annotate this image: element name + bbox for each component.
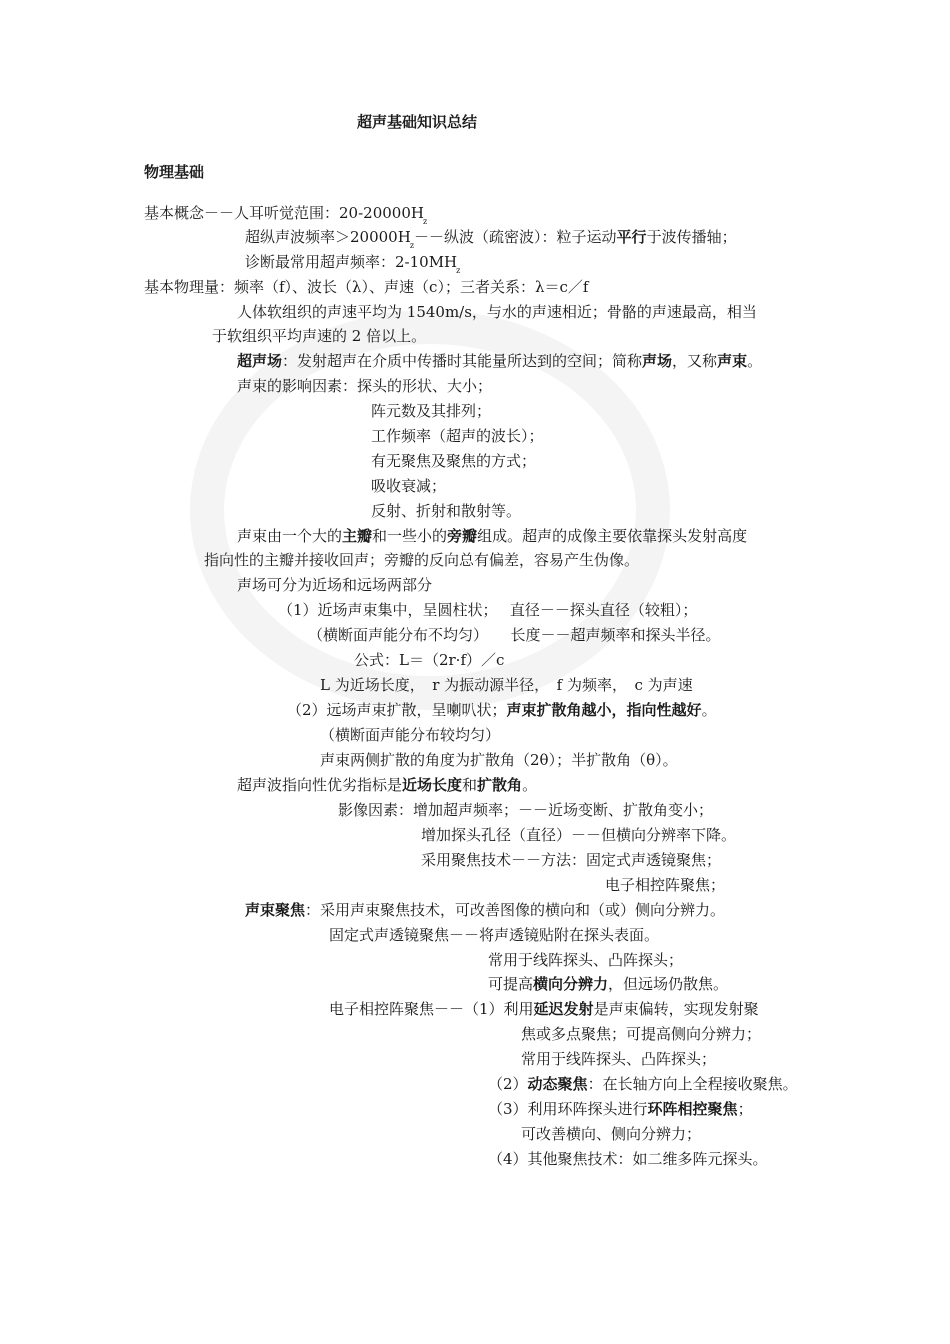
text-line: （3）利用环阵探头进行环阵相控聚焦； bbox=[488, 1100, 753, 1118]
text-line: 可提高横向分辨力，但远场仍散焦。 bbox=[488, 975, 729, 993]
text-line: （2）远场声束扩散，呈喇叭状；声束扩散角越小，指向性越好。 bbox=[287, 701, 717, 719]
text-line: （2）动态聚焦：在长轴方向上全程接收聚焦。 bbox=[488, 1075, 798, 1093]
text-line: 电子相控阵聚焦； bbox=[605, 876, 726, 894]
text-line: 人体软组织的声速平均为 1540m/s，与水的声速相近；骨骼的声速最高，相当 bbox=[237, 303, 757, 321]
text-line: 电子相控阵聚焦－－（1）利用延迟发射是声束偏转，实现发射聚 bbox=[329, 1000, 759, 1018]
text-line: 声束聚焦：采用声束聚焦技术，可改善图像的横向和（或）侧向分辨力。 bbox=[245, 901, 726, 919]
text-line: 超纵声波频率$>20000H_z--$纵波（疏密波）：粒子运动平行于波传播轴； bbox=[245, 228, 737, 250]
text-line: 影像因素：增加超声频率；－－近场变断、扩散角变小； bbox=[338, 801, 714, 819]
text-line: 超声场：发射超声在介质中传播时其能量所达到的空间；简称声场，又称声束。 bbox=[237, 352, 763, 370]
text-line: 常用于线阵探头、凸阵探头； bbox=[521, 1050, 717, 1068]
text-line: 基本概念－－人耳听觉范围：$20-20000H_z$ bbox=[144, 204, 428, 226]
section-heading: 物理基础 bbox=[144, 163, 205, 181]
text-line: 指向性的主瓣并接收回声；旁瓣的反向总有偏差，容易产生伪像。 bbox=[204, 551, 640, 569]
text-line: 超声波指向性优劣指标是近场长度和扩散角。 bbox=[237, 776, 538, 794]
text-line: 增加探头孔径（直径）－－但横向分辨率下降。 bbox=[421, 826, 737, 844]
text-line: 声场可分为近场和远场两部分 bbox=[237, 576, 433, 594]
text-line: 有无聚焦及聚焦的方式； bbox=[371, 452, 537, 470]
text-line: 诊断最常用超声频率：$2-10MH_z$ bbox=[245, 253, 461, 275]
text-line: 阵元数及其排列； bbox=[371, 402, 492, 420]
text-line: 吸收衰减； bbox=[371, 477, 447, 495]
text-line: 采用聚焦技术－－方法：固定式声透镜聚焦； bbox=[421, 851, 722, 869]
text-line: 固定式声透镜聚焦－－将声透镜贴附在探头表面。 bbox=[329, 926, 660, 944]
text-line: 基本物理量：频率（f）、波长（λ）、声速（c）；三者关系：λ＝c／f bbox=[144, 278, 589, 296]
text-line: （1）近场声束集中，呈圆柱状； 直径－－探头直径（较粗）； bbox=[278, 601, 698, 619]
text-line: 常用于线阵探头、凸阵探头； bbox=[488, 951, 684, 969]
text-line: （横断面声能分布不均匀） 长度－－超声频率和探头半径。 bbox=[308, 626, 721, 644]
text-line: 声束由一个大的主瓣和一些小的旁瓣组成。超声的成像主要依靠探头发射高度 bbox=[237, 527, 748, 545]
text-line: （横断面声能分布较均匀） bbox=[320, 726, 501, 744]
text-line: 可改善横向、侧向分辨力； bbox=[521, 1125, 702, 1143]
text-line: 焦或多点聚焦；可提高侧向分辨力； bbox=[521, 1025, 762, 1043]
text-line: （4）其他聚焦技术：如二维多阵元探头。 bbox=[488, 1150, 768, 1168]
text-line: 于软组织平均声速的 2 倍以上。 bbox=[212, 327, 427, 345]
text-line: L 为近场长度， r 为振动源半径， f 为频率， c 为声速 bbox=[320, 676, 693, 694]
document-title: 超声基础知识总结 bbox=[357, 113, 478, 131]
text-line: 公式：L＝（2r·f）／c bbox=[354, 651, 505, 669]
text-line: 声束两侧扩散的角度为扩散角（2θ）；半扩散角（θ）。 bbox=[320, 751, 678, 769]
text-line: 工作频率（超声的波长）； bbox=[371, 427, 544, 445]
text-line: 反射、折射和散射等。 bbox=[371, 502, 522, 520]
text-line: 声束的影响因素：探头的形状、大小； bbox=[237, 377, 493, 395]
